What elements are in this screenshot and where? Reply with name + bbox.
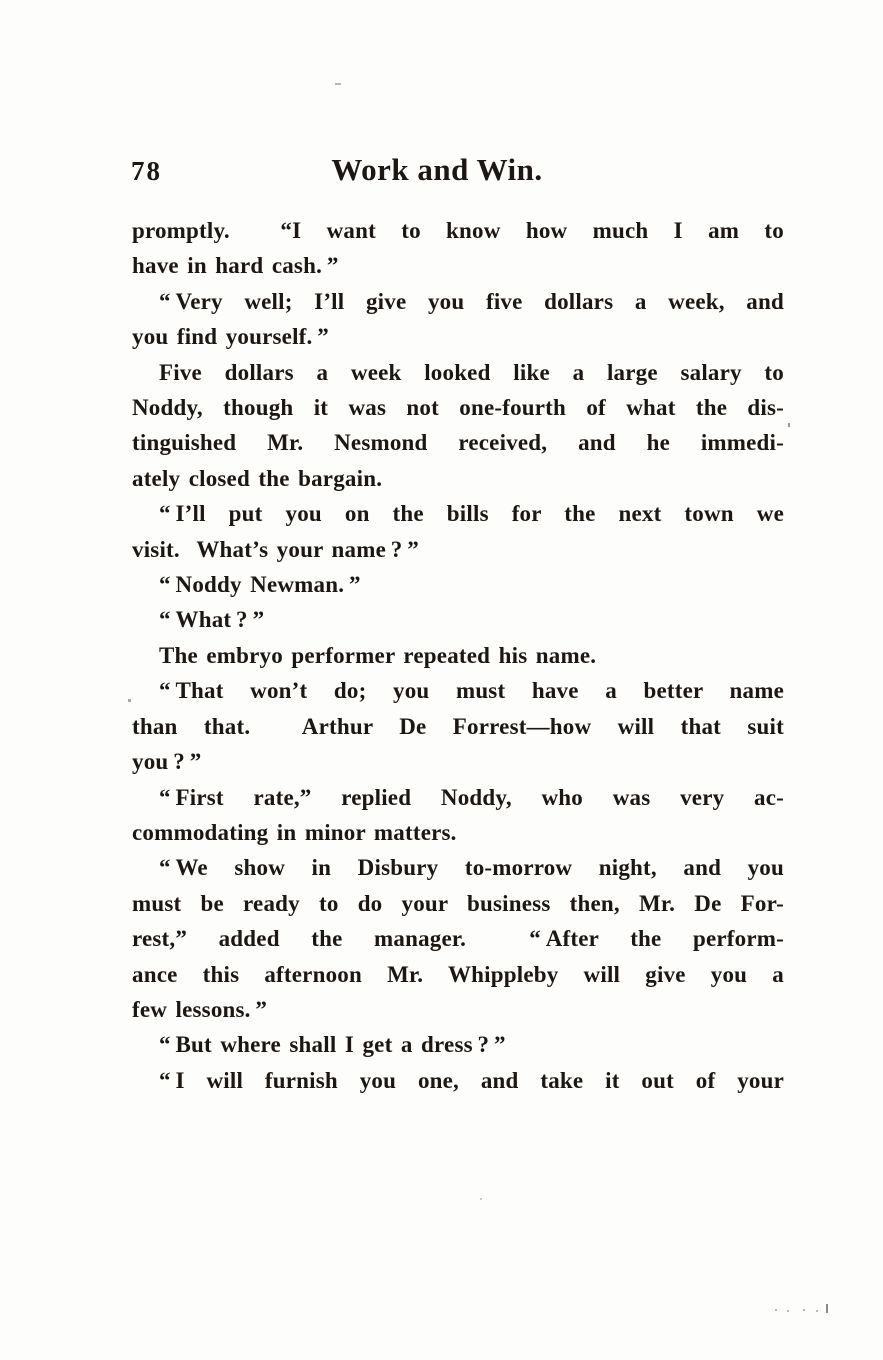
text-line: ance this afternoon Mr. Whippleby will give you a <box>132 961 784 987</box>
body-text-block <box>132 213 784 1098</box>
text-line: you ? ” <box>132 749 202 775</box>
scan-speck <box>788 423 790 427</box>
scan-speck <box>803 1309 805 1311</box>
scan-speck <box>480 1198 482 1200</box>
text-line: Five dollars a week looked like a large salary to <box>159 359 784 385</box>
scan-speck <box>787 1310 789 1312</box>
scan-speck <box>128 699 131 702</box>
text-line: have in hard cash. ” <box>132 253 339 279</box>
text-line: The embryo performer repeated his name. <box>159 642 597 668</box>
running-header-title: Work and Win. <box>331 152 543 187</box>
page-number: 78 <box>131 156 162 186</box>
text-line: “ Very well; I’ll give you five dollars a week, and <box>159 288 784 314</box>
text-line: tinguished Mr. Nesmond received, and he immedi- <box>132 430 784 456</box>
text-line: ately closed the bargain. <box>132 465 383 491</box>
text-line: than that. Arthur De Forrest—how will that suit <box>132 713 784 739</box>
text-line: “ What ? ” <box>159 607 265 633</box>
text-line: “ I will furnish you one, and take it out of your <box>159 1067 784 1093</box>
text-line: “ Noddy Newman. ” <box>159 572 361 598</box>
text-line: commodating in minor matters. <box>132 819 457 845</box>
scan-speck <box>775 1309 777 1311</box>
text-line: “ That won’t do; you must have a better name <box>159 678 784 704</box>
text-line: must be ready to do your business then, Mr. De For- <box>132 890 784 916</box>
text-line: “ I’ll put you on the bills for the next town we <box>159 501 784 527</box>
text-line: few lessons. ” <box>132 996 268 1022</box>
text-line: visit. What’s your name ? ” <box>132 536 419 562</box>
text-line: rest,” added the manager. “ After the perform- <box>132 926 784 952</box>
text-line: Noddy, though it was not one-fourth of what the dis- <box>132 395 784 421</box>
scan-speck <box>826 1304 828 1313</box>
scan-speck <box>816 1310 818 1312</box>
text-line: “ But where shall I get a dress ? ” <box>159 1032 506 1058</box>
text-line: “ We show in Disbury to-morrow night, and you <box>159 855 784 881</box>
text-line: you find yourself. ” <box>132 324 329 350</box>
text-line: “ First rate,” replied Noddy, who was very ac- <box>159 784 784 810</box>
text-line: promptly. “I want to know how much I am to <box>132 218 784 243</box>
scan-speck <box>335 83 341 85</box>
